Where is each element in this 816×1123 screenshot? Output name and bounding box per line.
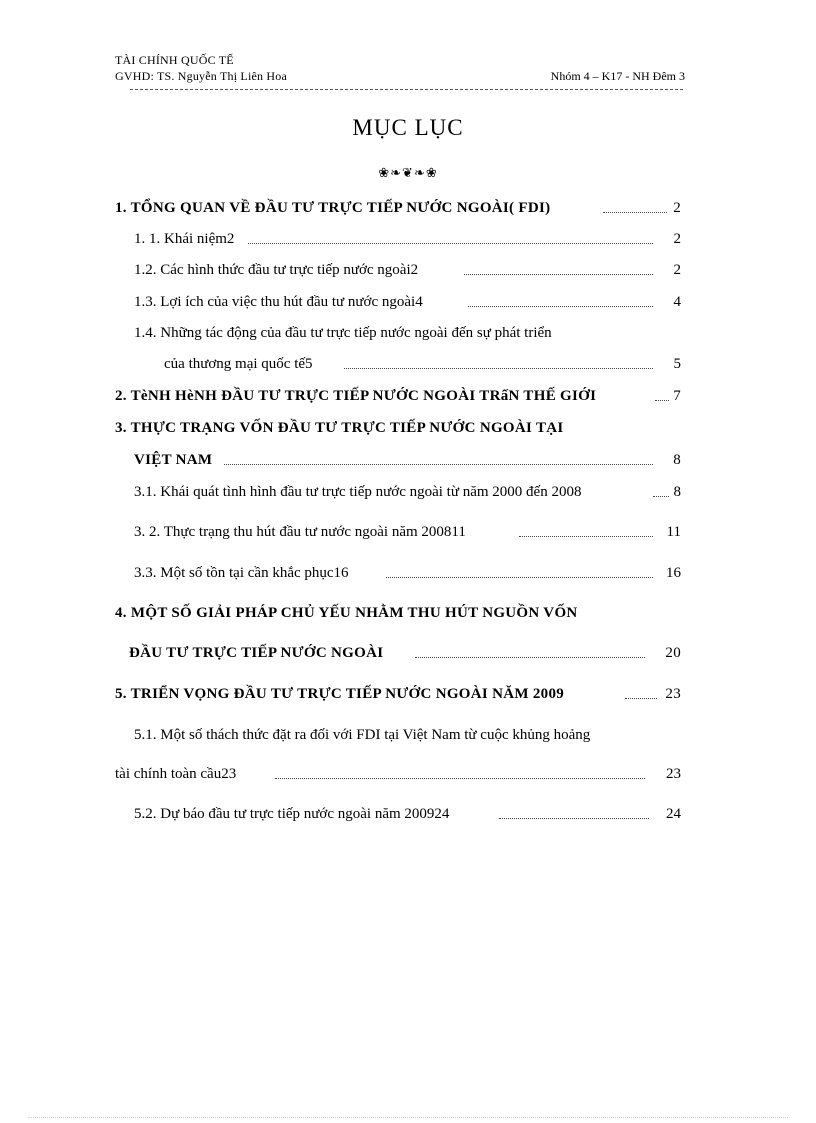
toc-entry-5[interactable]: [115, 683, 681, 705]
toc-entry-3-1[interactable]: [134, 481, 681, 503]
toc-page-number: 8: [670, 481, 682, 503]
toc-entry-text: 1.3. Lợi ích của việc thu hút đầu tư nước ngoài4: [134, 291, 425, 313]
toc-entry-text: 3.1. Khái quát tình hình đầu tư trực tiếp nước ngoài từ năm 2000 đến 2008: [134, 481, 583, 503]
toc-leader: [625, 698, 657, 699]
ornament-divider: ❀❧❦❧❀: [378, 165, 438, 180]
toc-page-number: 20: [661, 642, 681, 664]
toc-entry-text: 5. TRIỂN VỌNG ĐẦU TƯ TRỰC TIẾP NƯỚC NGOÀI NĂM 2009: [115, 683, 566, 705]
toc-leader: [464, 274, 653, 275]
toc-entry-text: 1. 1. Khái niệm2: [134, 228, 236, 250]
toc-entry-1-1[interactable]: [134, 228, 681, 250]
toc-entry-text: tài chính toàn cầu23: [115, 763, 238, 785]
toc-page-number: 5: [670, 353, 682, 375]
toc-page-number: 2: [670, 228, 682, 250]
toc-page-number: 2: [669, 197, 681, 219]
toc-entry-2[interactable]: [115, 385, 681, 407]
footer-divider: [28, 1117, 788, 1118]
toc-entry-text: 3. 2. Thực trạng thu hút đầu tư nước ngoài năm 200811: [134, 521, 468, 543]
toc-leader: [275, 778, 645, 779]
toc-page-number: 23: [661, 683, 681, 705]
toc-entry-5-1[interactable]: [115, 763, 681, 785]
toc-entry-1-4[interactable]: [164, 353, 681, 375]
toc-entry-text: của thương mại quốc tế5: [164, 353, 315, 375]
toc-page-number: 8: [669, 449, 681, 471]
toc-leader: [248, 243, 653, 244]
toc-entry-text: 3.3. Một số tồn tại cần khắc phục16: [134, 562, 351, 584]
toc-page-number: 7: [669, 385, 681, 407]
toc-entry-3-line1[interactable]: 3. THỰC TRẠNG VỐN ĐẦU TƯ TRỰC TIẾP NƯỚC NGOÀI TẠI: [115, 420, 564, 436]
toc-entry-3[interactable]: [134, 449, 681, 471]
toc-leader: [519, 536, 653, 537]
toc-entry-text: 1.2. Các hình thức đầu tư trực tiếp nước ngoài2: [134, 259, 420, 281]
toc-entry-text: VIỆT NAM: [134, 449, 214, 471]
header-group: Nhóm 4 – K17 - NH Đêm 3: [550, 69, 685, 83]
toc-leader: [653, 496, 669, 497]
toc-entry-3-2[interactable]: [134, 521, 681, 543]
toc-entry-text: 1. TỔNG QUAN VỀ ĐẦU TƯ TRỰC TIẾP NƯỚC NGOÀI( FDI): [115, 197, 552, 219]
header-divider: [130, 89, 683, 90]
header-course: TÀI CHÍNH QUỐC TẾ: [115, 53, 234, 67]
toc-page-number: 16: [662, 562, 681, 584]
toc-entry-text: ĐẦU TƯ TRỰC TIẾP NƯỚC NGOÀI: [129, 642, 385, 664]
toc-leader: [386, 577, 653, 578]
toc-entry-5-2[interactable]: [134, 803, 681, 825]
toc-page-number: 23: [662, 763, 681, 785]
toc-leader: [415, 657, 645, 658]
toc-entry-text: 5.2. Dự báo đầu tư trực tiếp nước ngoài năm 200924: [134, 803, 451, 825]
toc-leader: [344, 368, 653, 369]
toc-entry-3-3[interactable]: [134, 562, 681, 584]
toc-page-number: 2: [670, 259, 682, 281]
toc-page-number: 24: [662, 803, 681, 825]
toc-leader: [468, 306, 653, 307]
toc-page-number: 4: [670, 291, 682, 313]
header-instructor: GVHD: TS. Nguyễn Thị Liên Hoa: [115, 69, 288, 83]
toc-page-number: 11: [663, 521, 681, 543]
toc-entry-1-3[interactable]: [134, 291, 681, 313]
toc-entry-4[interactable]: [129, 642, 681, 664]
toc-leader: [224, 464, 653, 465]
toc-entry-text: 2. TèNH HèNH ĐẦU TƯ TRỰC TIẾP NƯỚC NGOÀI TRấN THẾ GIỚI: [115, 385, 598, 407]
toc-entry-1-4-line1[interactable]: 1.4. Những tác động của đầu tư trực tiếp nước ngoài đến sự phát triển: [134, 325, 552, 341]
toc-entry-1-2[interactable]: [134, 259, 681, 281]
toc-entry-5-1-line1[interactable]: 5.1. Một số thách thức đặt ra đối với FDI tại Việt Nam từ cuộc khủng hoảng: [134, 727, 591, 743]
page-title: MỤC LỤC: [352, 115, 464, 140]
toc-entry-4-line1[interactable]: 4. MỘT SỐ GIẢI PHÁP CHỦ YẾU NHẰM THU HÚT NGUỒN VỐN: [115, 605, 578, 621]
toc-leader: [499, 818, 649, 819]
toc-entry-1[interactable]: [115, 197, 681, 219]
toc-leader: [603, 212, 667, 213]
